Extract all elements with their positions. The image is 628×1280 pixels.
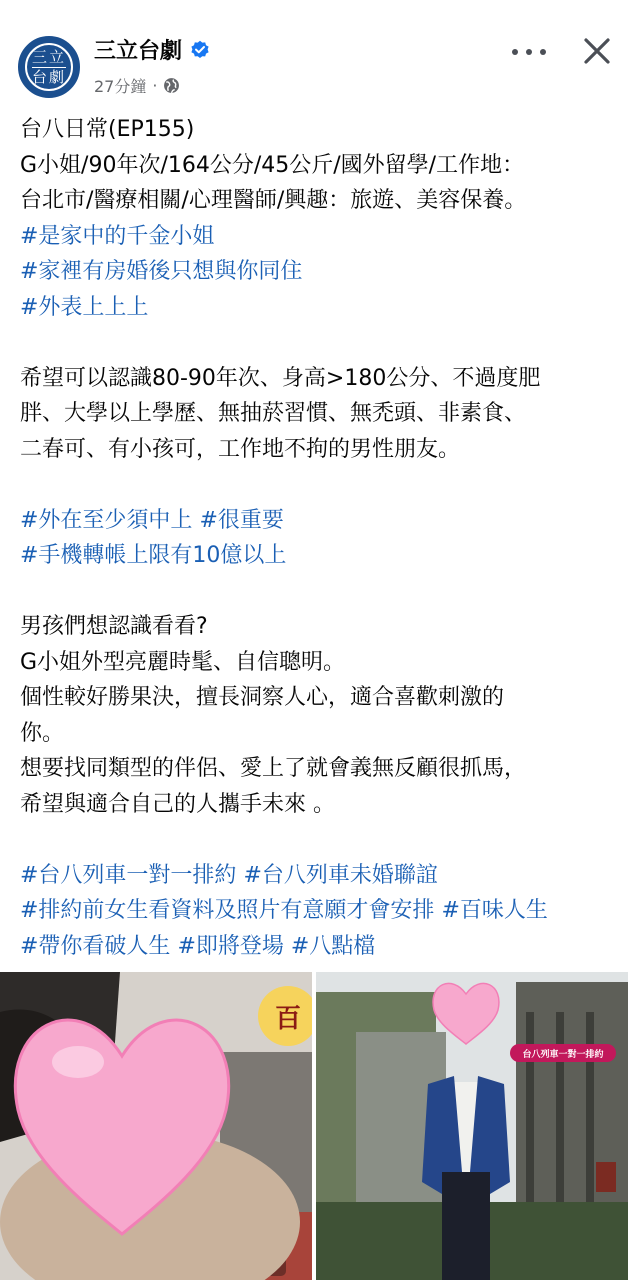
meta-separator: · [152,76,158,95]
post-line [20,893,620,929]
close-icon[interactable] [580,34,614,68]
post-text-segment: 台八日常(EP155) [20,117,195,142]
post-line [20,609,620,645]
post-text-segment: G小姐外型亮麗時髦、自信聰明。 [20,649,346,675]
post-line [20,645,620,681]
post-line [20,361,620,397]
post-text-segment: G小姐/90年次/164公分/45公斤/國外留學/工作地： [20,152,525,178]
hashtag-link[interactable]: #百味人生 [441,898,548,923]
avatar-logo [25,43,73,91]
more-dot-icon [526,49,532,55]
post-header [0,0,628,110]
post-line [20,680,620,716]
post-meta [94,74,180,97]
post-text-segment [284,934,291,959]
avatar-text-bottom: 台劇 [31,67,66,86]
post-text-segment: 二春可、有小孩可，工作地不拘的男性朋友。 [20,436,461,462]
hashtag-link[interactable]: #家裡有房婚後只想與你同住 [20,259,303,284]
post-line [20,112,620,148]
post-text-segment: 胖、大學以上學歷、無抽菸習慣、無禿頭、非素食、 [20,401,527,426]
hashtag-link[interactable]: #台八列車未婚聯誼 [243,862,438,888]
post-line [20,219,620,255]
hashtag-link[interactable]: #手機轉帳上限有10億以上 [20,543,287,568]
post-text-segment: 個性較好勝果決，擅長洞察人心，適合喜歡刺激的 [20,685,505,710]
post-text-segment: 希望可以認識80-90年次、身高>180公分、不過度肥 [20,365,541,391]
post-text-segment: 你。 [20,720,65,746]
hashtag-link[interactable]: #排約前女生看資料及照片有意願才會安排 [20,898,435,923]
hashtag-link[interactable]: #帶你看破人生 [20,933,171,959]
post-text-segment: 男孩們想認識看看? [20,614,208,639]
photo-left[interactable] [0,972,312,1280]
hashtag-link[interactable]: #外表上上上 [20,294,149,320]
post-text-segment: 台北市/醫療相關/心理醫師/興趣：旅遊、美容保養。 [20,188,527,213]
post-line [20,751,620,787]
page-name[interactable]: 三立台劇 [94,39,183,64]
post-blank-line [20,325,620,361]
post-line [20,432,620,468]
verified-badge-icon [190,40,210,60]
post-body [20,112,620,964]
post-line [20,503,620,539]
hashtag-link[interactable]: #台八列車一對一排約 [20,862,237,888]
post-line [20,929,620,965]
post-line [20,858,620,894]
post-blank-line [20,574,620,610]
post-text-segment: 希望與適合自己的人攜手未來 。 [20,791,335,817]
hashtag-link[interactable]: #是家中的千金小姐 [20,223,215,249]
brand-logo: 百 [258,986,312,1046]
post-photos [0,972,628,1280]
video-caption-badge: 台八列車一對一排約 [510,1044,616,1062]
post-line [20,183,620,219]
post-line [20,538,620,574]
hashtag-link[interactable]: #外在至少須中上 [20,507,193,533]
post-line [20,716,620,752]
post-line [20,787,620,823]
photo-right-scene [316,972,628,1280]
post-line [20,148,620,184]
post-line [20,254,620,290]
hashtag-link[interactable]: #即將登場 [177,933,284,959]
more-dot-icon [540,49,546,55]
globe-icon [163,77,180,94]
page-avatar[interactable] [18,36,80,98]
post-line [20,290,620,326]
hashtag-link[interactable]: #很重要 [199,507,284,533]
photo-right[interactable] [316,972,628,1280]
hashtag-link[interactable]: #八點檔 [290,933,376,959]
post-timestamp[interactable]: 27分鐘 [94,77,147,96]
avatar-text-top: 三立 [31,47,66,66]
post-blank-line [20,467,620,503]
post-blank-line [20,822,620,858]
more-dot-icon [512,49,518,55]
post-text-segment: 想要找同類型的伴侶、愛上了就會義無反顧很抓馬， [20,756,527,781]
page-name-row [94,34,210,65]
more-options-button[interactable] [512,40,546,64]
post-line [20,396,620,432]
